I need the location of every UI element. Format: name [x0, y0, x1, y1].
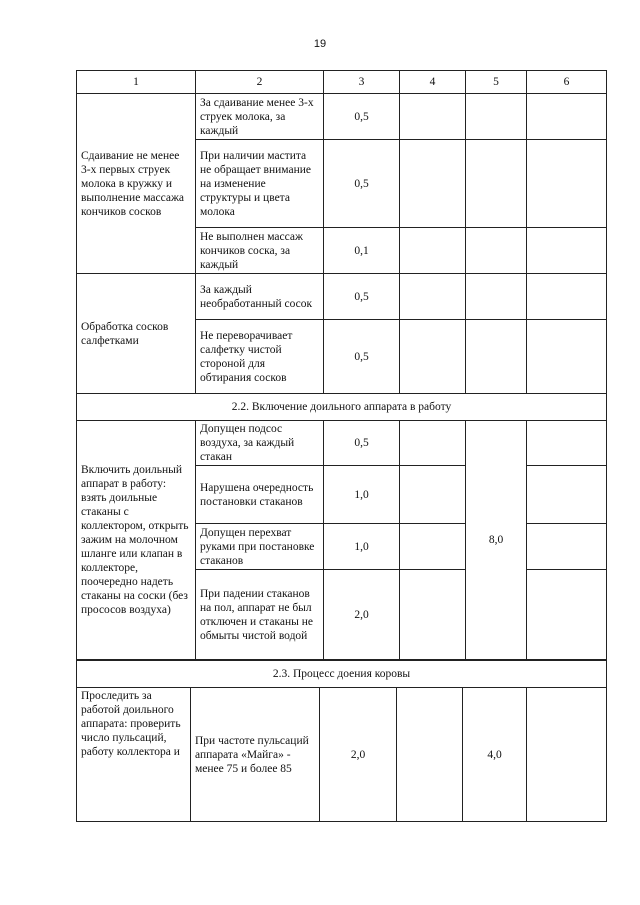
- task-cell: Проследить за работой доильного аппарата: проверить число пульсаций, работу коллектора и: [77, 688, 191, 822]
- points-cell: 0,5: [324, 140, 400, 228]
- section-row: [77, 661, 607, 688]
- empty-cell: [400, 421, 466, 466]
- empty-cell: [527, 524, 607, 570]
- scoring-table: [76, 70, 607, 660]
- empty-cell: [397, 688, 463, 822]
- task-cell: Включить доильный аппарат в работу: взять доильные стаканы с коллектором, открыть зажим на молочном шланге или клапан в коллекторе, поочередно надеть стаканы на соски (без прососов воздуха): [77, 421, 196, 660]
- condition-cell: Не выполнен массаж кончиков соска, за каждый: [196, 228, 324, 274]
- empty-cell: [466, 94, 527, 140]
- condition-cell: За каждый необработанный сосок: [196, 274, 324, 320]
- points-cell: 2,0: [324, 570, 400, 660]
- empty-cell: [400, 274, 466, 320]
- column-header: 3: [324, 71, 400, 94]
- empty-cell: [466, 320, 527, 394]
- empty-cell: [527, 94, 607, 140]
- table-row: [77, 274, 607, 320]
- task-cell: Сдаивание не менее 3-х первых струек молока в кружку и выполнение массажа кончиков сосков: [77, 94, 196, 274]
- condition-cell: За сдаивание менее 3-х струек молока, за каждый: [196, 94, 324, 140]
- table-row: [77, 421, 607, 466]
- empty-cell: [400, 466, 466, 524]
- empty-cell: [527, 688, 607, 822]
- task-cell: Обработка сосков салфетками: [77, 274, 196, 394]
- condition-cell: Допущен перехват руками при постановке стаканов: [196, 524, 324, 570]
- column-header: 6: [527, 71, 607, 94]
- empty-cell: [527, 570, 607, 660]
- points-cell: 0,5: [324, 274, 400, 320]
- section-title: 2.3. Процесс доения коровы: [77, 661, 607, 688]
- column-header: 1: [77, 71, 196, 94]
- empty-cell: [527, 421, 607, 466]
- condition-cell: Не переворачивает салфетку чистой стороной для обтирания сосков: [196, 320, 324, 394]
- max-points-cell: 8,0: [466, 421, 527, 660]
- empty-cell: [400, 140, 466, 228]
- empty-cell: [400, 570, 466, 660]
- empty-cell: [466, 274, 527, 320]
- section-row: [77, 394, 607, 421]
- empty-cell: [466, 140, 527, 228]
- table-row: [77, 688, 607, 822]
- column-header: 2: [196, 71, 324, 94]
- points-cell: 2,0: [320, 688, 397, 822]
- empty-cell: [400, 228, 466, 274]
- header-row: [77, 71, 607, 94]
- points-cell: 1,0: [324, 524, 400, 570]
- empty-cell: [527, 140, 607, 228]
- empty-cell: [527, 466, 607, 524]
- scoring-table-continued: [76, 660, 607, 822]
- empty-cell: [527, 274, 607, 320]
- section-title: 2.2. Включение доильного аппарата в работу: [77, 394, 607, 421]
- empty-cell: [400, 524, 466, 570]
- points-cell: 0,5: [324, 94, 400, 140]
- table-row: [77, 94, 607, 140]
- empty-cell: [527, 320, 607, 394]
- empty-cell: [466, 228, 527, 274]
- empty-cell: [400, 320, 466, 394]
- condition-cell: Допущен подсос воздуха, за каждый стакан: [196, 421, 324, 466]
- column-header: 4: [400, 71, 466, 94]
- page-number: 19: [313, 38, 327, 50]
- condition-cell: При наличии мастита не обращает внимание на изменение структуры и цвета молока: [196, 140, 324, 228]
- condition-cell: При падении стаканов на пол, аппарат не был отключен и стаканы не обмыты чистой водой: [196, 570, 324, 660]
- points-cell: 1,0: [324, 466, 400, 524]
- points-cell: 0,1: [324, 228, 400, 274]
- condition-cell: При частоте пульсаций аппарата «Майга» - менее 75 и более 85: [191, 688, 320, 822]
- max-points-cell: 4,0: [463, 688, 527, 822]
- points-cell: 0,5: [324, 421, 400, 466]
- condition-cell: Нарушена очередность постановки стаканов: [196, 466, 324, 524]
- scoring-sheet: [76, 70, 606, 822]
- empty-cell: [527, 228, 607, 274]
- empty-cell: [400, 94, 466, 140]
- points-cell: 0,5: [324, 320, 400, 394]
- column-header: 5: [466, 71, 527, 94]
